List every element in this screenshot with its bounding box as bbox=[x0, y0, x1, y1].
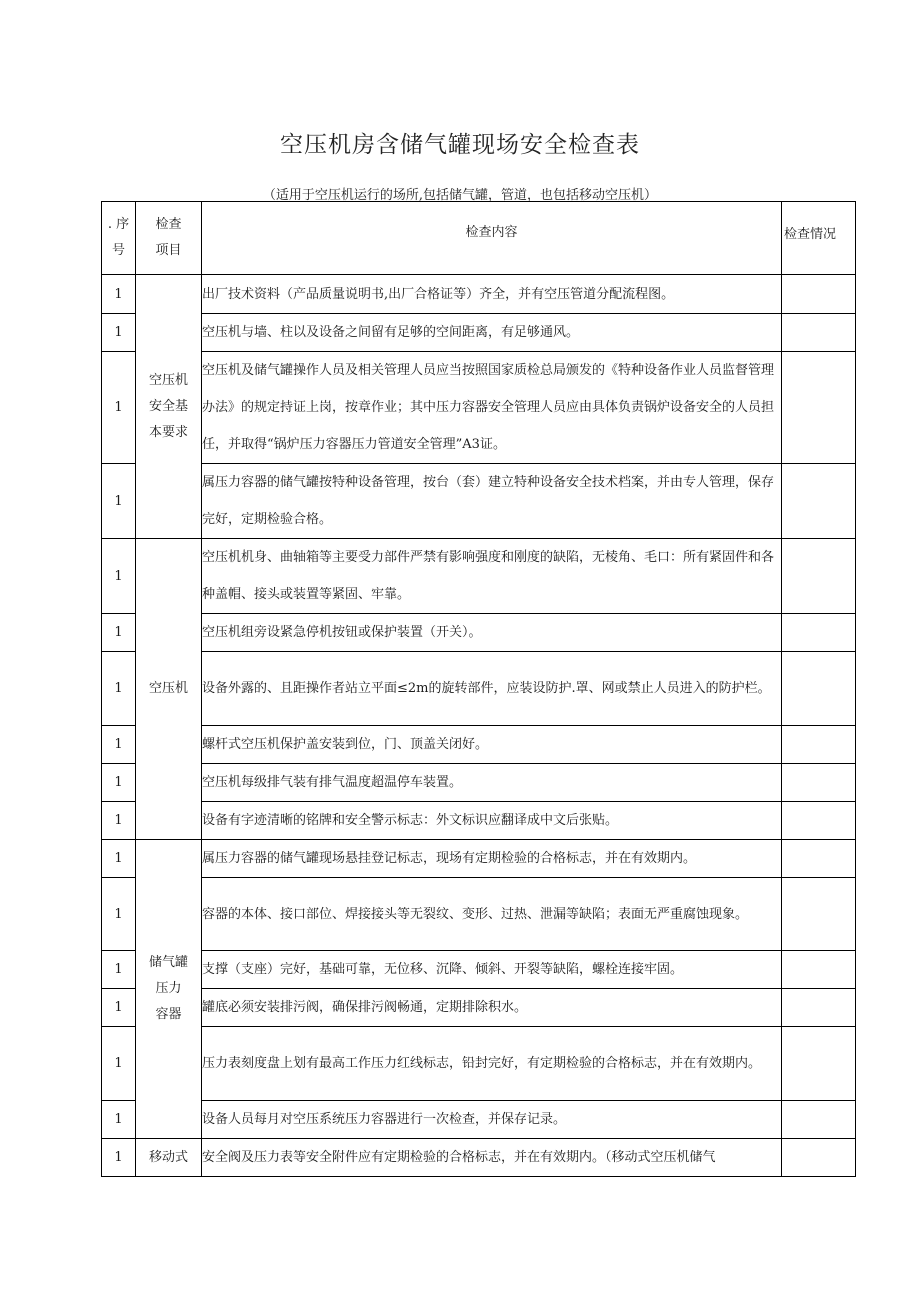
row-number: 1 bbox=[102, 539, 136, 614]
page-subtitle: （适用于空压机运行的场所,包括储气罐，管道，也包括移动空压机） bbox=[262, 188, 658, 203]
row-content: 空压机机身、曲轴箱等主要受力部件严禁有影响强度和刚度的缺陷，无棱角、毛口：所有紧固件和各种盖帽、接头或装置等紧固、牢靠。 bbox=[202, 539, 782, 614]
category-basic-requirements: 空压机 安全基 本要求 bbox=[136, 275, 202, 539]
row-result-cell[interactable] bbox=[782, 764, 856, 802]
table-row bbox=[102, 1139, 856, 1177]
table-row bbox=[102, 539, 856, 614]
table-row bbox=[102, 1027, 856, 1101]
row-content: 空压机每级排气装有排气温度超温停车装置。 bbox=[202, 764, 782, 802]
table-row bbox=[102, 614, 856, 652]
row-number: 1 bbox=[102, 1139, 136, 1177]
row-content: 设备有字迹清晰的铭牌和安全警示标志：外文标识应翻译成中文后张贴。 bbox=[202, 802, 782, 840]
row-result-cell[interactable] bbox=[782, 539, 856, 614]
row-number: 1 bbox=[102, 1027, 136, 1101]
row-result-cell[interactable] bbox=[782, 840, 856, 878]
table-row bbox=[102, 802, 856, 840]
row-content: 支撑（支座）完好，基础可靠，无位移、沉降、倾斜、开裂等缺陷，螺栓连接牢固。 bbox=[202, 951, 782, 989]
table-row bbox=[102, 1101, 856, 1139]
row-number: 1 bbox=[102, 878, 136, 951]
table-row bbox=[102, 840, 856, 878]
row-number: 1 bbox=[102, 464, 136, 539]
row-content: 容器的本体、接口部位、焊接接头等无裂纹、变形、过热、泄漏等缺陷；表面无严重腐蚀现象。 bbox=[202, 878, 782, 951]
header-seq: . 序 号 bbox=[102, 202, 136, 275]
row-number: 1 bbox=[102, 314, 136, 352]
row-number: 1 bbox=[102, 840, 136, 878]
table-row bbox=[102, 352, 856, 464]
table-header-row bbox=[102, 202, 856, 275]
row-result-cell[interactable] bbox=[782, 989, 856, 1027]
row-result-cell[interactable] bbox=[782, 352, 856, 464]
row-content: 出厂技术资料（产品质量说明书,出厂合格证等）齐全，并有空压管道分配流程图。 bbox=[202, 275, 782, 314]
row-number: 1 bbox=[102, 989, 136, 1027]
row-result-cell[interactable] bbox=[782, 314, 856, 352]
row-number: 1 bbox=[102, 275, 136, 314]
row-content: 空压机组旁设紧急停机按钮或保护装置（开关）。 bbox=[202, 614, 782, 652]
row-content: 空压机与墙、柱以及设备之间留有足够的空间距离，有足够通风。 bbox=[202, 314, 782, 352]
row-result-cell[interactable] bbox=[782, 726, 856, 764]
row-result-cell[interactable] bbox=[782, 951, 856, 989]
row-result-cell[interactable] bbox=[782, 1101, 856, 1139]
category-compressor: 空压机 bbox=[136, 539, 202, 840]
row-result-cell[interactable] bbox=[782, 1027, 856, 1101]
row-number: 1 bbox=[102, 726, 136, 764]
row-content: 罐底必须安装排污阀，确保排污阀畅通，定期排除积水。 bbox=[202, 989, 782, 1027]
category-air-tank-pressure-vessel: 储气罐 压力 容器 bbox=[136, 840, 202, 1139]
table-row bbox=[102, 878, 856, 951]
row-number: 1 bbox=[102, 951, 136, 989]
row-number: 1 bbox=[102, 764, 136, 802]
row-content: 属压力容器的储气罐现场悬挂登记标志，现场有定期检验的合格标志，并在有效期内。 bbox=[202, 840, 782, 878]
table-row bbox=[102, 764, 856, 802]
header-item: 检查 项目 bbox=[136, 202, 202, 275]
row-content: 设备外露的、且距操作者站立平面≤2m的旋转部件，应装设防护.罩、网或禁止人员进入的防护栏。 bbox=[202, 652, 782, 726]
row-content: 设备人员每月对空压系统压力容器进行一次检查，并保存记录。 bbox=[202, 1101, 782, 1139]
header-content: 检查内容 bbox=[202, 202, 782, 275]
row-content: 螺杆式空压机保护盖安装到位，门、顶盖关闭好。 bbox=[202, 726, 782, 764]
row-result-cell[interactable] bbox=[782, 464, 856, 539]
row-result-cell[interactable] bbox=[782, 802, 856, 840]
row-result-cell[interactable] bbox=[782, 614, 856, 652]
row-number: 1 bbox=[102, 802, 136, 840]
row-result-cell[interactable] bbox=[782, 275, 856, 314]
page-title: 空压机房含储气罐现场安全检查表 bbox=[280, 132, 640, 158]
row-number: 1 bbox=[102, 652, 136, 726]
row-number: 1 bbox=[102, 614, 136, 652]
row-content: 压力表刻度盘上划有最高工作压力红线标志，铅封完好，有定期检验的合格标志，并在有效期内。 bbox=[202, 1027, 782, 1101]
inspection-table bbox=[101, 201, 856, 1177]
table-row bbox=[102, 989, 856, 1027]
row-number: 1 bbox=[102, 1101, 136, 1139]
row-result-cell[interactable] bbox=[782, 1139, 856, 1177]
row-result-cell[interactable] bbox=[782, 652, 856, 726]
table-row bbox=[102, 951, 856, 989]
row-content: 安全阀及压力表等安全附件应有定期检验的合格标志，并在有效期内。（移动式空压机储气 bbox=[202, 1139, 782, 1177]
table-row bbox=[102, 652, 856, 726]
table-row bbox=[102, 726, 856, 764]
row-number: 1 bbox=[102, 352, 136, 464]
table-row bbox=[102, 275, 856, 314]
row-content: 空压机及储气罐操作人员及相关管理人员应当按照国家质检总局颁发的《特种设备作业人员监督管理办法》的规定持证上岗，按章作业；其中压力容器安全管理人员应由具体负责锅炉设备安全的人员担任，并取得“锅炉压力容器压力管道安全管理”A3证。 bbox=[202, 352, 782, 464]
row-content: 属压力容器的储气罐按特种设备管理，按台（套）建立特种设备安全技术档案，并由专人管理，保存完好，定期检验合格。 bbox=[202, 464, 782, 539]
table-row bbox=[102, 314, 856, 352]
header-result: 检查情况 bbox=[782, 202, 856, 275]
category-mobile: 移动式 bbox=[136, 1139, 202, 1177]
row-result-cell[interactable] bbox=[782, 878, 856, 951]
table-row bbox=[102, 464, 856, 539]
